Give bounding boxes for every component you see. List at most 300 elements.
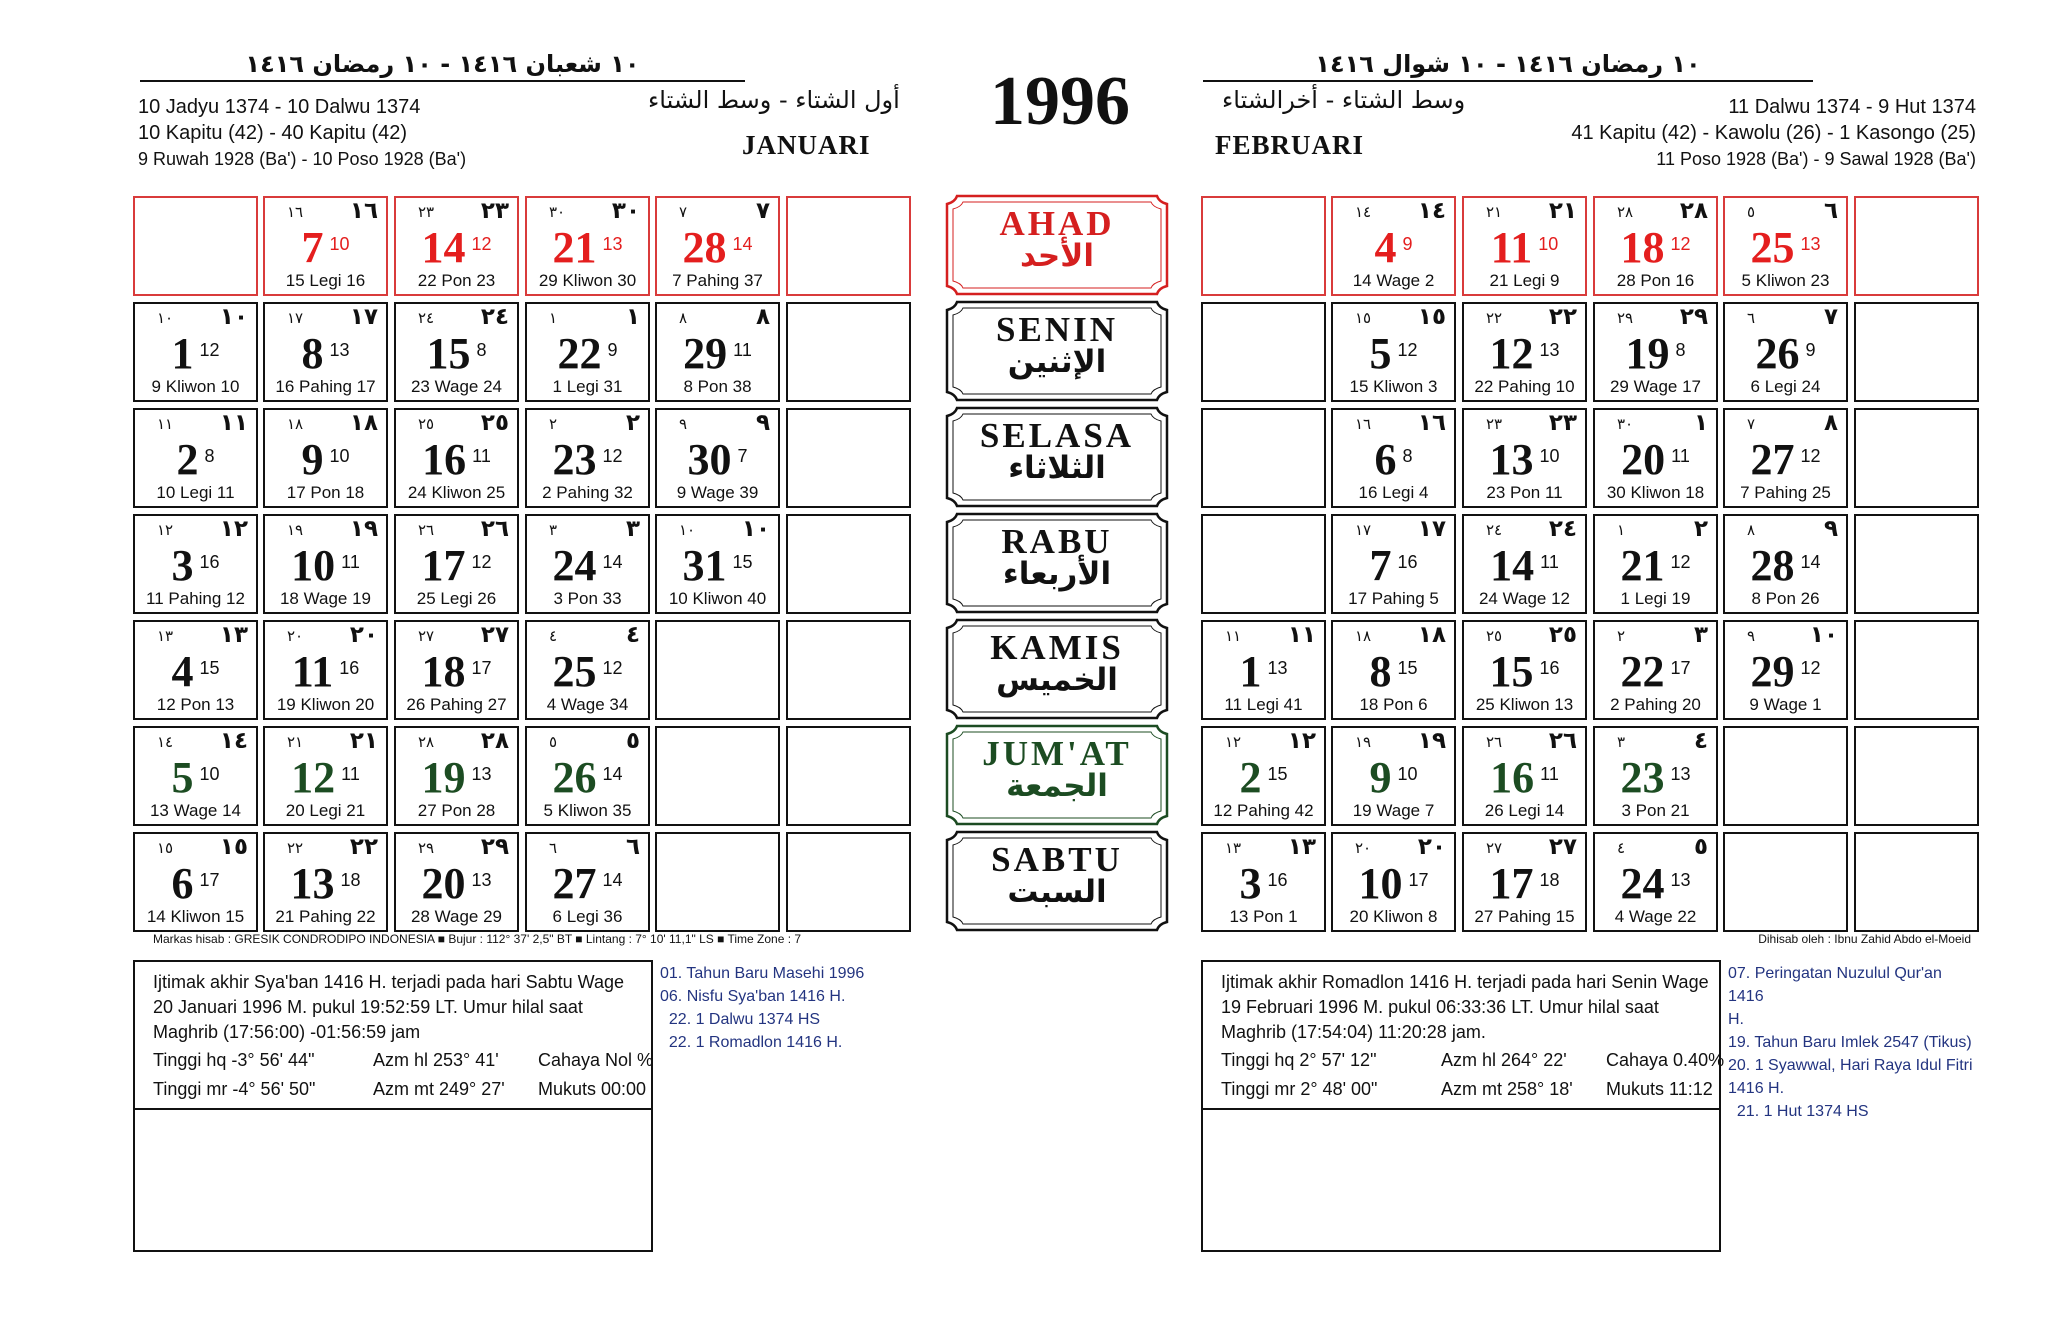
day-cell [786, 726, 911, 826]
hijri-date [1355, 834, 1446, 860]
day-number: 31 [682, 541, 727, 590]
javanese-date: 9 Wage 1 [1749, 695, 1822, 714]
hijri-day-alt: ٢٤ [1486, 521, 1503, 539]
day-sub-number: 18 [340, 870, 361, 890]
day-cell [263, 302, 388, 402]
day-sub-number: 11 [341, 764, 360, 784]
gregorian-date [1333, 434, 1454, 485]
day-sub-number: 11 [472, 446, 491, 466]
day-sub-number: 8 [1675, 340, 1686, 360]
javanese-date: 25 Legi 26 [416, 589, 497, 608]
gregorian-date [135, 752, 256, 803]
day-cell [394, 726, 519, 826]
day-number: 10 [1358, 859, 1403, 908]
javanese-date: 30 Kliwon 18 [1606, 483, 1705, 502]
hijri-date [157, 516, 248, 542]
hijri-day: ٣٠ [611, 198, 640, 224]
gregorian-date [527, 646, 648, 697]
day-sub-number: 17 [471, 658, 492, 678]
hijri-date [549, 728, 640, 754]
javanese-date: 1 Legi 31 [552, 377, 623, 396]
hijri-date [157, 622, 248, 648]
hijri-day-alt: ٩ [679, 415, 688, 433]
javanese-date: 23 Wage 24 [410, 377, 503, 396]
day-cell [263, 620, 388, 720]
day-cell [1593, 514, 1718, 614]
day-cell [1462, 620, 1587, 720]
day-sub-number: 12 [1670, 552, 1691, 572]
gregorian-date [1203, 646, 1324, 697]
hijri-date [287, 410, 378, 436]
day-sub-number: 12 [1800, 658, 1821, 678]
day-number: 28 [1750, 541, 1795, 590]
note-item: H. [1728, 1011, 1744, 1028]
hijri-day-alt: ١٨ [1355, 627, 1372, 645]
javanese-date: 12 Pon 13 [156, 695, 235, 714]
day-number: 14 [421, 223, 466, 272]
day-number: 4 [171, 647, 194, 696]
jawa-line-left-2: 10 Kapitu (42) - 40 Kapitu (42) [138, 122, 408, 144]
hijri-day: ٨ [1823, 410, 1838, 436]
javanese-date: 28 Wage 29 [410, 907, 503, 926]
day-number: 13 [290, 859, 335, 908]
day-number: 17 [421, 541, 466, 590]
hijri-date [287, 198, 378, 224]
day-cell [1723, 726, 1848, 826]
hijri-day-alt: ٢٥ [418, 415, 435, 433]
weekday-latin: JUM'AT [982, 734, 1132, 773]
notes-february [1728, 962, 1978, 1123]
azm-hl: Azm hl 264° 22' [1441, 1050, 1567, 1070]
gregorian-date [396, 752, 517, 803]
day-sub-number: 10 [1397, 764, 1418, 784]
javanese-date: 9 Wage 39 [676, 483, 759, 502]
hijri-day: ٢٩ [480, 834, 509, 860]
hijri-day: ٢٢ [1548, 304, 1577, 330]
tinggi-mr: Tinggi mr -4° 56' 50" [153, 1079, 316, 1099]
day-cell [133, 196, 258, 296]
gregorian-date [265, 328, 386, 379]
day-number: 20 [1621, 435, 1666, 484]
day-sub-number: 13 [471, 764, 492, 784]
hijri-day: ٣ [1693, 622, 1708, 648]
hijri-day: ٤ [1693, 728, 1708, 754]
hijri-day: ٢٧ [1548, 834, 1577, 860]
day-cell [263, 514, 388, 614]
day-cell [263, 832, 388, 932]
hijri-day: ٧ [755, 198, 770, 224]
day-sub-number: 16 [1397, 552, 1418, 572]
hijri-date [418, 410, 509, 436]
day-cell [1201, 620, 1326, 720]
javanese-date: 1 Legi 19 [1620, 589, 1691, 608]
day-number: 11 [1490, 223, 1533, 272]
hijri-day-alt: ٢٦ [418, 521, 435, 539]
jawa-line-right-3: 11 Poso 1928 (Ba') - 9 Sawal 1928 (Ba') [1656, 149, 1976, 169]
day-number: 25 [552, 647, 597, 696]
hijri-day-alt: ٨ [1747, 521, 1756, 539]
hijri-day-alt: ١٥ [1355, 309, 1372, 327]
hijri-date [1225, 834, 1316, 860]
hijri-range-left: ١٠ شعبان ١٤١٦ - ١٠ رمضان ١٤١٦ [140, 50, 745, 82]
day-cell [525, 832, 650, 932]
day-number: 2 [176, 435, 199, 484]
hijri-day-alt: ١٦ [287, 203, 304, 221]
gregorian-date [135, 434, 256, 485]
gregorian-date [1333, 222, 1454, 273]
weekday-banner [943, 830, 1171, 932]
day-number: 8 [1369, 647, 1392, 696]
day-cell [1331, 514, 1456, 614]
hijri-day: ١٠ [741, 516, 770, 542]
hijri-day-alt: ٨ [679, 309, 688, 327]
hijri-day: ١٧ [1417, 516, 1446, 542]
hijri-date [1355, 622, 1446, 648]
day-number: 15 [1489, 647, 1534, 696]
gregorian-date [657, 222, 778, 273]
hijri-day: ١٧ [349, 304, 378, 330]
hijri-date [1225, 728, 1316, 754]
day-sub-number: 16 [199, 552, 220, 572]
gregorian-date [1725, 646, 1846, 697]
day-cell [1331, 302, 1456, 402]
jawa-line-right-1: 11 Dalwu 1374 - 9 Hut 1374 [1728, 96, 1976, 118]
hijri-day-alt: ١١ [157, 415, 174, 433]
day-number: 4 [1374, 223, 1397, 272]
javanese-date: 27 Pon 28 [417, 801, 496, 820]
day-sub-number: 11 [1540, 552, 1559, 572]
cahaya: Cahaya 0.40% [1606, 1050, 1725, 1070]
weekday-latin: RABU [1001, 522, 1113, 561]
day-sub-number: 13 [1670, 764, 1691, 784]
day-sub-number: 17 [199, 870, 220, 890]
hijri-day-alt: ٧ [1747, 415, 1756, 433]
gregorian-date [1595, 858, 1716, 909]
hijri-day-alt: ٣٠ [1617, 415, 1634, 433]
hijri-day: ٢٦ [1548, 728, 1577, 754]
hijri-day: ٢١ [1548, 198, 1577, 224]
day-number: 17 [1489, 859, 1534, 908]
notes-january [660, 962, 864, 1054]
day-cell [525, 302, 650, 402]
day-cell [394, 196, 519, 296]
day-sub-number: 14 [602, 552, 623, 572]
hijri-day-alt: ٤ [1617, 839, 1626, 857]
hijri-day-alt: ١٠ [679, 521, 696, 539]
day-number: 26 [1755, 329, 1800, 378]
javanese-date: 4 Wage 22 [1614, 907, 1697, 926]
gregorian-date [265, 858, 386, 909]
hijri-day: ٩ [1823, 516, 1838, 542]
hijri-date [157, 304, 248, 330]
hijri-day-alt: ١٥ [157, 839, 174, 857]
day-number: 27 [552, 859, 597, 908]
weekday-banner [943, 724, 1171, 826]
gregorian-date [1464, 540, 1585, 591]
day-number: 2 [1239, 753, 1262, 802]
javanese-date: 19 Wage 7 [1352, 801, 1435, 820]
note-item: 19. Tahun Baru Imlek 2547 (Tikus) [1728, 1034, 1972, 1051]
day-cell [786, 514, 911, 614]
gregorian-date [265, 752, 386, 803]
gregorian-date [1333, 858, 1454, 909]
gregorian-date [396, 646, 517, 697]
day-sub-number: 13 [602, 234, 623, 254]
hijri-day-alt: ٢١ [1486, 203, 1503, 221]
day-number: 12 [1489, 329, 1534, 378]
weekday-latin: SENIN [996, 310, 1118, 349]
hijri-day-alt: ٢٠ [1355, 839, 1372, 857]
day-number: 9 [1369, 753, 1392, 802]
day-sub-number: 10 [1539, 446, 1560, 466]
hijri-day-alt: ١٧ [287, 309, 304, 327]
day-cell [1201, 196, 1326, 296]
day-cell [655, 302, 780, 402]
note-item: 01. Tahun Baru Masehi 1996 [660, 965, 865, 982]
hijri-day: ٢٩ [1679, 304, 1708, 330]
day-number: 21 [552, 223, 597, 272]
hijri-date [549, 834, 640, 860]
hijri-day-alt: ٢١ [287, 733, 304, 751]
hilal-row-1 [153, 1050, 654, 1071]
ijtimak-text: Ijtimak akhir Romadlon 1416 H. terjadi pada hari Senin Wage 19 Februari 1996 M. pukul 06:33:36 LT. Umur hilal saat Maghrib (17:54:04) 11:20:28 jam. [1221, 972, 1709, 1042]
javanese-date: 3 Pon 33 [553, 589, 622, 608]
day-sub-number: 12 [199, 340, 220, 360]
gregorian-date [1725, 328, 1846, 379]
javanese-date: 10 Legi 11 [156, 483, 235, 502]
day-number: 7 [301, 223, 324, 272]
day-cell [655, 196, 780, 296]
hijri-date [679, 198, 770, 224]
javanese-date: 19 Kliwon 20 [276, 695, 375, 714]
hijri-date [1486, 198, 1577, 224]
javanese-date: 16 Pahing 17 [275, 377, 376, 396]
day-cell [655, 514, 780, 614]
hijri-day: ١٦ [349, 198, 378, 224]
day-sub-number: 7 [737, 446, 748, 466]
day-sub-number: 9 [1402, 234, 1413, 254]
azm-mt: Azm mt 258° 18' [1441, 1079, 1573, 1099]
hijri-date [1486, 622, 1577, 648]
day-sub-number: 14 [1800, 552, 1821, 572]
hijri-date [1486, 410, 1577, 436]
gregorian-date [1464, 858, 1585, 909]
hijri-day: ٢٤ [1548, 516, 1577, 542]
hijri-date [418, 622, 509, 648]
note-item: 07. Peringatan Nuzulul Qur'an 1416 [1728, 965, 1942, 1005]
day-sub-number: 13 [1670, 870, 1691, 890]
day-sub-number: 15 [732, 552, 753, 572]
hijri-day: ٢٦ [480, 516, 509, 542]
jawa-line-left-3: 9 Ruwah 1928 (Ba') - 10 Poso 1928 (Ba') [138, 149, 467, 169]
gregorian-date [1725, 540, 1846, 591]
day-cell [525, 196, 650, 296]
ijtimak-text: Ijtimak akhir Sya'ban 1416 H. terjadi pada hari Sabtu Wage 20 Januari 1996 M. pukul 19:52:59 LT. Umur hilal saat Maghrib (17:56:00) -01:56:59 jam [153, 972, 625, 1042]
day-cell [1462, 832, 1587, 932]
hijri-day-alt: ٢٠ [287, 627, 304, 645]
hijri-day-alt: ٢ [1617, 627, 1626, 645]
hijri-date [1617, 198, 1708, 224]
day-cell [1854, 302, 1979, 402]
weekday-banner [943, 512, 1171, 614]
day-cell [1723, 302, 1848, 402]
hijri-day-alt: ١٤ [157, 733, 174, 751]
javanese-date: 29 Wage 17 [1609, 377, 1702, 396]
gregorian-date [265, 434, 386, 485]
gregorian-date [1464, 434, 1585, 485]
hijri-date [287, 728, 378, 754]
day-cell [1201, 408, 1326, 508]
day-number: 21 [1620, 541, 1665, 590]
hijri-day-alt: ٢٨ [418, 733, 435, 751]
hijri-day: ١٣ [219, 622, 248, 648]
day-number: 8 [301, 329, 324, 378]
javanese-date: 20 Kliwon 8 [1349, 907, 1438, 926]
day-cell [1854, 196, 1979, 296]
hijri-day: ٢ [625, 410, 640, 436]
hijri-day: ٦ [625, 834, 640, 860]
hijri-day: ٤ [625, 622, 640, 648]
day-cell [1331, 408, 1456, 508]
hijri-date [157, 728, 248, 754]
hijri-date [418, 834, 509, 860]
hijri-day-alt: ٣٠ [549, 203, 566, 221]
day-cell [1462, 408, 1587, 508]
day-cell [525, 514, 650, 614]
dihisab-oleh: Dihisab oleh : Ibnu Zahid Abdo el-Moeid [1758, 932, 1971, 946]
javanese-date: 25 Kliwon 13 [1475, 695, 1574, 714]
hijri-day: ١٩ [349, 516, 378, 542]
day-sub-number: 14 [732, 234, 753, 254]
hijri-date [1355, 198, 1446, 224]
gregorian-date [527, 328, 648, 379]
gregorian-date [396, 858, 517, 909]
hijri-day-alt: ٢٩ [1617, 309, 1634, 327]
weekday-banner [943, 194, 1171, 296]
hijri-date [1617, 622, 1708, 648]
hijri-day: ٢٠ [1417, 834, 1446, 860]
javanese-date: 5 Kliwon 35 [543, 801, 632, 820]
hijri-date [418, 198, 509, 224]
hijri-date [287, 516, 378, 542]
day-sub-number: 11 [341, 552, 360, 572]
day-number: 23 [552, 435, 597, 484]
javanese-date: 9 Kliwon 10 [151, 377, 240, 396]
hijri-date [418, 728, 509, 754]
day-number: 5 [1369, 329, 1392, 378]
day-number: 6 [1374, 435, 1397, 484]
hijri-day: ١٤ [219, 728, 248, 754]
weekday-arabic: الأربعاء [1002, 556, 1112, 592]
day-number: 24 [1620, 859, 1665, 908]
hijri-day: ١٤ [1417, 198, 1446, 224]
gregorian-date [1595, 540, 1716, 591]
hijri-day-alt: ٢٧ [418, 627, 435, 645]
hijri-day: ٢٥ [480, 410, 509, 436]
day-sub-number: 12 [471, 234, 492, 254]
day-cell [525, 620, 650, 720]
hijri-date [1355, 304, 1446, 330]
hijri-day-alt: ١٦ [1355, 415, 1372, 433]
day-sub-number: 12 [1397, 340, 1418, 360]
note-item: 06. Nisfu Sya'ban 1416 H. [660, 988, 846, 1005]
day-number: 14 [1490, 541, 1535, 590]
hijri-day-alt: ١٩ [1355, 733, 1372, 751]
hijri-date [1486, 728, 1577, 754]
day-number: 1 [1239, 647, 1262, 696]
gregorian-date [1725, 222, 1846, 273]
hijri-day-alt: ١١ [1225, 627, 1242, 645]
hijri-day: ١١ [219, 410, 248, 436]
javanese-date: 21 Legi 9 [1489, 271, 1560, 290]
hijri-day: ٣ [625, 516, 640, 542]
azm-mt: Azm mt 249° 27' [373, 1079, 505, 1099]
day-number: 22 [557, 329, 602, 378]
day-cell [655, 408, 780, 508]
day-number: 29 [683, 329, 728, 378]
weekday-arabic: السبت [1007, 874, 1107, 910]
day-number: 12 [291, 753, 336, 802]
day-number: 18 [1620, 223, 1665, 272]
day-sub-number: 16 [1539, 658, 1560, 678]
day-sub-number: 9 [1805, 340, 1816, 360]
hijri-day: ١٢ [1287, 728, 1316, 754]
hijri-day: ١٠ [1809, 622, 1838, 648]
gregorian-date [135, 328, 256, 379]
javanese-date: 26 Legi 14 [1484, 801, 1565, 820]
hijri-day-alt: ١٠ [157, 309, 174, 327]
hijri-day: ٩ [755, 410, 770, 436]
hijri-day: ٧ [1823, 304, 1838, 330]
day-cell [263, 196, 388, 296]
gregorian-date [396, 222, 517, 273]
hijri-day: ٢٥ [1548, 622, 1577, 648]
hijri-day-alt: ٥ [1747, 203, 1756, 221]
hijri-day-alt: ٢٨ [1617, 203, 1634, 221]
hijri-day-alt: ٢٩ [418, 839, 435, 857]
weekday-latin: AHAD [999, 204, 1115, 243]
gregorian-date [1464, 646, 1585, 697]
day-cell [1593, 196, 1718, 296]
day-number: 16 [1490, 753, 1535, 802]
day-sub-number: 9 [607, 340, 618, 360]
day-number: 5 [171, 753, 194, 802]
hijri-date [1617, 410, 1708, 436]
day-number: 29 [1750, 647, 1795, 696]
hijri-day-alt: ٢٥ [1486, 627, 1503, 645]
hijri-day-alt: ٢٢ [287, 839, 304, 857]
day-sub-number: 18 [1539, 870, 1560, 890]
day-sub-number: 13 [1800, 234, 1821, 254]
day-sub-number: 16 [1267, 870, 1288, 890]
hilal-row-2 [1221, 1079, 1713, 1100]
day-sub-number: 13 [471, 870, 492, 890]
day-cell [1854, 832, 1979, 932]
day-number: 30 [687, 435, 732, 484]
hijri-day: ٢٧ [480, 622, 509, 648]
day-number: 19 [1625, 329, 1670, 378]
day-cell [1593, 726, 1718, 826]
hijri-day-alt: ١٩ [287, 521, 304, 539]
day-cell [133, 726, 258, 826]
hijri-date [287, 834, 378, 860]
day-number: 6 [171, 859, 194, 908]
hijri-day-alt: ٢٦ [1486, 733, 1503, 751]
hijri-day: ١ [1693, 410, 1708, 436]
gregorian-date [265, 646, 386, 697]
day-cell [1462, 726, 1587, 826]
ijtimak-box-february [1201, 960, 1725, 1252]
